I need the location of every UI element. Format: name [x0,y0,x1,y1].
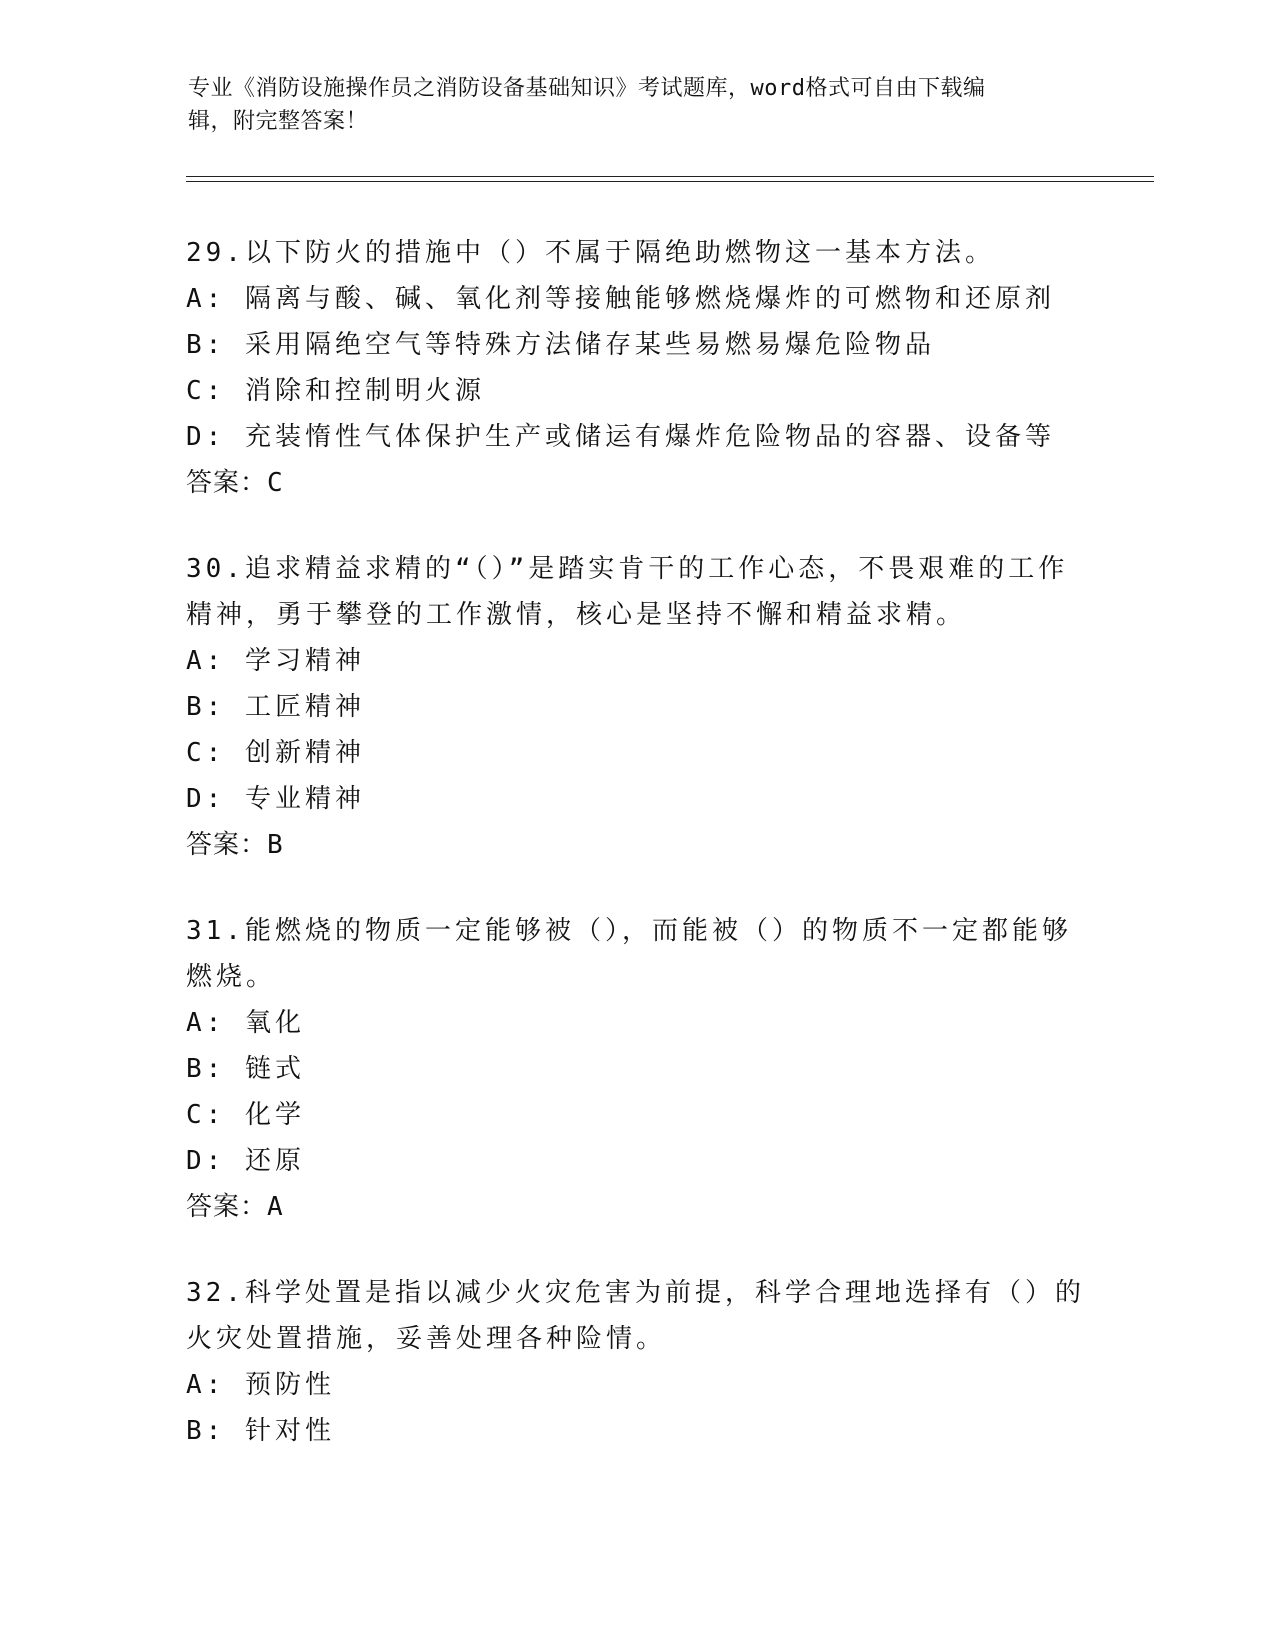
option-c: C: 化学 [186,1100,305,1130]
question-stem: 31.能燃烧的物质一定能够被（），而能被（）的物质不一定都能够燃烧。 [186,916,1072,992]
answer-label: 答案： [186,830,268,860]
header-line-2: 辑，附完整答案！ [188,109,369,134]
option-d: D: 还原 [186,1146,305,1176]
option-b: B: 采用隔绝空气等特殊方法储存某些易燃易爆危险物品 [186,330,935,360]
answer-line [186,1184,1086,1230]
answer-label: 答案： [186,1192,268,1222]
question-stem: 32.科学处置是指以减少火灾危害为前提，科学合理地选择有（）的火灾处置措施，妥善处理各种险情。 [186,1278,1085,1354]
option-d: D: 专业精神 [186,784,365,814]
question-32 [186,1270,1086,1454]
option-c: C: 消除和控制明火源 [186,376,485,406]
document-header [188,72,1088,138]
answer-value: A [267,1192,284,1222]
answer-line [186,822,1086,868]
answer-value: C [267,468,284,498]
header-line-1: 专业《消防设施操作员之消防设备基础知识》考试题库，word格式可自由下载编 [188,76,986,101]
answer-value: B [267,830,284,860]
answer-line [186,460,1086,506]
question-29 [186,230,1086,506]
question-stem: 29.以下防火的措施中（）不属于隔绝助燃物这一基本方法。 [186,238,995,268]
option-a: A: 隔离与酸、碱、氧化剂等接触能够燃烧爆炸的可燃物和还原剂 [186,284,1055,314]
header-divider [186,176,1154,182]
option-b: B: 针对性 [186,1416,335,1446]
option-c: C: 创新精神 [186,738,365,768]
answer-label: 答案： [186,468,268,498]
option-a: A: 学习精神 [186,646,365,676]
question-stem: 30.追求精益求精的“（）”是踏实肯干的工作心态，不畏艰难的工作精神，勇于攀登的工作激情，核心是坚持不懈和精益求精。 [186,554,1069,630]
option-b: B: 工匠精神 [186,692,365,722]
question-30 [186,546,1086,868]
option-a: A: 氧化 [186,1008,305,1038]
option-d: D: 充装惰性气体保护生产或储运有爆炸危险物品的容器、设备等 [186,422,1055,452]
option-b: B: 链式 [186,1054,305,1084]
option-a: A: 预防性 [186,1370,335,1400]
question-31 [186,908,1086,1230]
question-list [186,230,1086,1494]
